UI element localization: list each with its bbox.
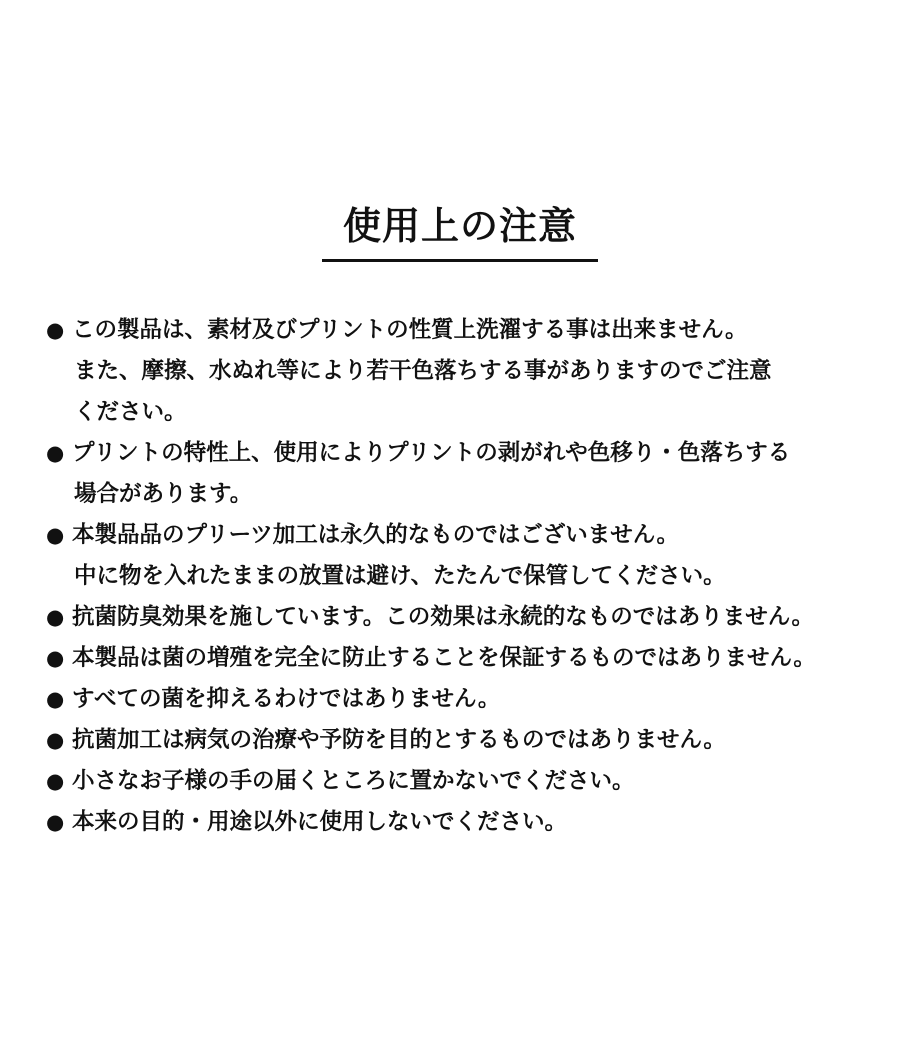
caution-text: 場合があります。 bbox=[74, 481, 253, 507]
caution-text: ください。 bbox=[74, 399, 187, 425]
caution-item bbox=[46, 597, 906, 638]
caution-item bbox=[46, 433, 906, 515]
bullet-icon: ● bbox=[46, 810, 65, 834]
caution-text: この製品は、素材及びプリントの性質上洗濯する事は出来ません。 bbox=[72, 317, 748, 343]
caution-text: すべての菌を抑えるわけではありません。 bbox=[72, 686, 501, 712]
caution-item bbox=[46, 802, 906, 843]
caution-text: プリントの特性上、使用によりプリントの剥がれや色移り・色落ちする bbox=[72, 440, 791, 466]
caution-text: 本製品品のプリーツ加工は永久的なものではございません。 bbox=[72, 522, 680, 548]
caution-item bbox=[46, 515, 906, 597]
bullet-icon: ● bbox=[46, 728, 65, 752]
caution-text: 中に物を入れたままの放置は避け、たたんで保管してください。 bbox=[74, 563, 726, 589]
bullet-icon: ● bbox=[46, 769, 65, 793]
caution-text: 小さなお子様の手の届くところに置かないでください。 bbox=[72, 768, 635, 794]
bullet-icon: ● bbox=[46, 687, 65, 711]
caution-text: 抗菌防臭効果を施しています。この効果は永続的なものではありません。 bbox=[72, 604, 815, 630]
bullet-icon: ● bbox=[46, 318, 65, 342]
caution-text: 抗菌加工は病気の治療や予防を目的とするものではありません。 bbox=[72, 727, 726, 753]
page-title: 使用上の注意 bbox=[342, 204, 577, 248]
caution-list bbox=[46, 310, 906, 843]
bullet-icon: ● bbox=[46, 441, 65, 465]
caution-text: また、摩擦、水ぬれ等により若干色落ちする事がありますのでご注意 bbox=[74, 358, 772, 384]
caution-text: 本製品は菌の増殖を完全に防止することを保証するものではありません。 bbox=[72, 645, 816, 671]
bullet-icon: ● bbox=[46, 523, 65, 547]
caution-item bbox=[46, 679, 906, 720]
bullet-icon: ● bbox=[46, 605, 65, 629]
caution-item bbox=[46, 720, 906, 761]
bullet-icon: ● bbox=[46, 646, 65, 670]
caution-item bbox=[46, 761, 906, 802]
caution-text: 本来の目的・用途以外に使用しないでください。 bbox=[72, 809, 568, 835]
caution-item bbox=[46, 638, 906, 679]
title-underline bbox=[322, 259, 598, 262]
caution-item bbox=[46, 310, 906, 433]
